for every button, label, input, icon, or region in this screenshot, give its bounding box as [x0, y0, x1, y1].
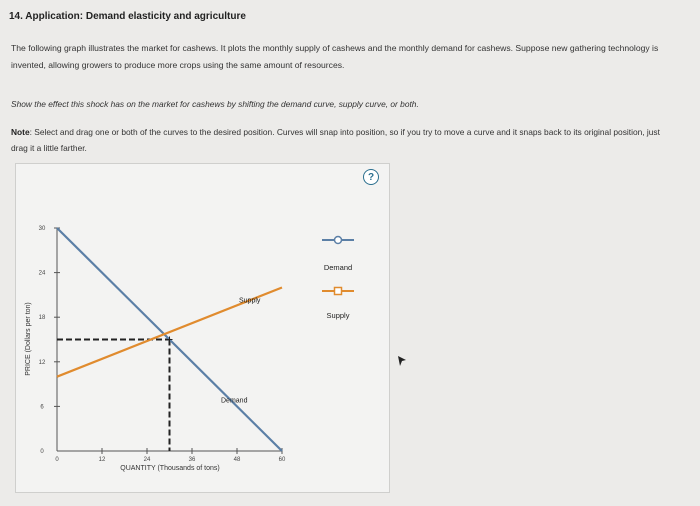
y-tick-label: 12	[38, 359, 46, 366]
question-intro: The following graph illustrates the market for cashews. It plots the monthly supply of cashews and the monthly demand for cashews. Suppose new gathering technology is invented, allowing growers to produce more crops using the same amount of resources.	[11, 43, 659, 70]
x-tick-label: 48	[233, 457, 241, 463]
mouse-pointer-icon	[398, 356, 406, 366]
question-instruction: Show the effect this shock has on the market for cashews by shifting the demand curve, supply curve, or both.	[11, 99, 419, 109]
x-tick-label: 24	[143, 457, 151, 463]
x-axis-label: QUANTITY (Thousands of tons)	[120, 465, 220, 472]
note-text: : Select and drag one or both of the curves to the desired position. Curves will snap into position, so if you try to move a curve and it snaps back to its original position, just drag it a little farther.	[11, 127, 660, 153]
legend-supply-label: Supply	[326, 311, 350, 320]
demand-curve-label: Demand	[221, 397, 248, 405]
supply-tool-icon	[335, 288, 342, 295]
x-tick-label: 12	[98, 457, 106, 463]
note-label: Note	[11, 127, 30, 137]
x-tick-label: 0	[55, 457, 59, 463]
y-tick-label: 24	[38, 270, 46, 277]
demand-tool-icon	[335, 237, 342, 244]
y-tick-label: 18	[38, 315, 46, 322]
legend-demand-tool[interactable]	[322, 237, 354, 244]
legend-demand-label: Demand	[323, 263, 353, 272]
help-icon[interactable]: ?	[363, 169, 379, 185]
supply-curve-label: Supply	[239, 297, 261, 305]
y-tick-label: 6	[40, 404, 44, 411]
x-tick-label: 60	[278, 457, 286, 463]
y-tick-label: 30	[38, 226, 46, 232]
legend-supply-tool[interactable]	[322, 288, 354, 295]
y-tick-label: 0	[40, 449, 44, 455]
x-tick-label: 36	[188, 457, 196, 463]
y-axis-label: PRICE (Dollars per ton)	[25, 302, 32, 376]
question-title: 14. Application: Demand elasticity and agriculture	[9, 11, 246, 22]
